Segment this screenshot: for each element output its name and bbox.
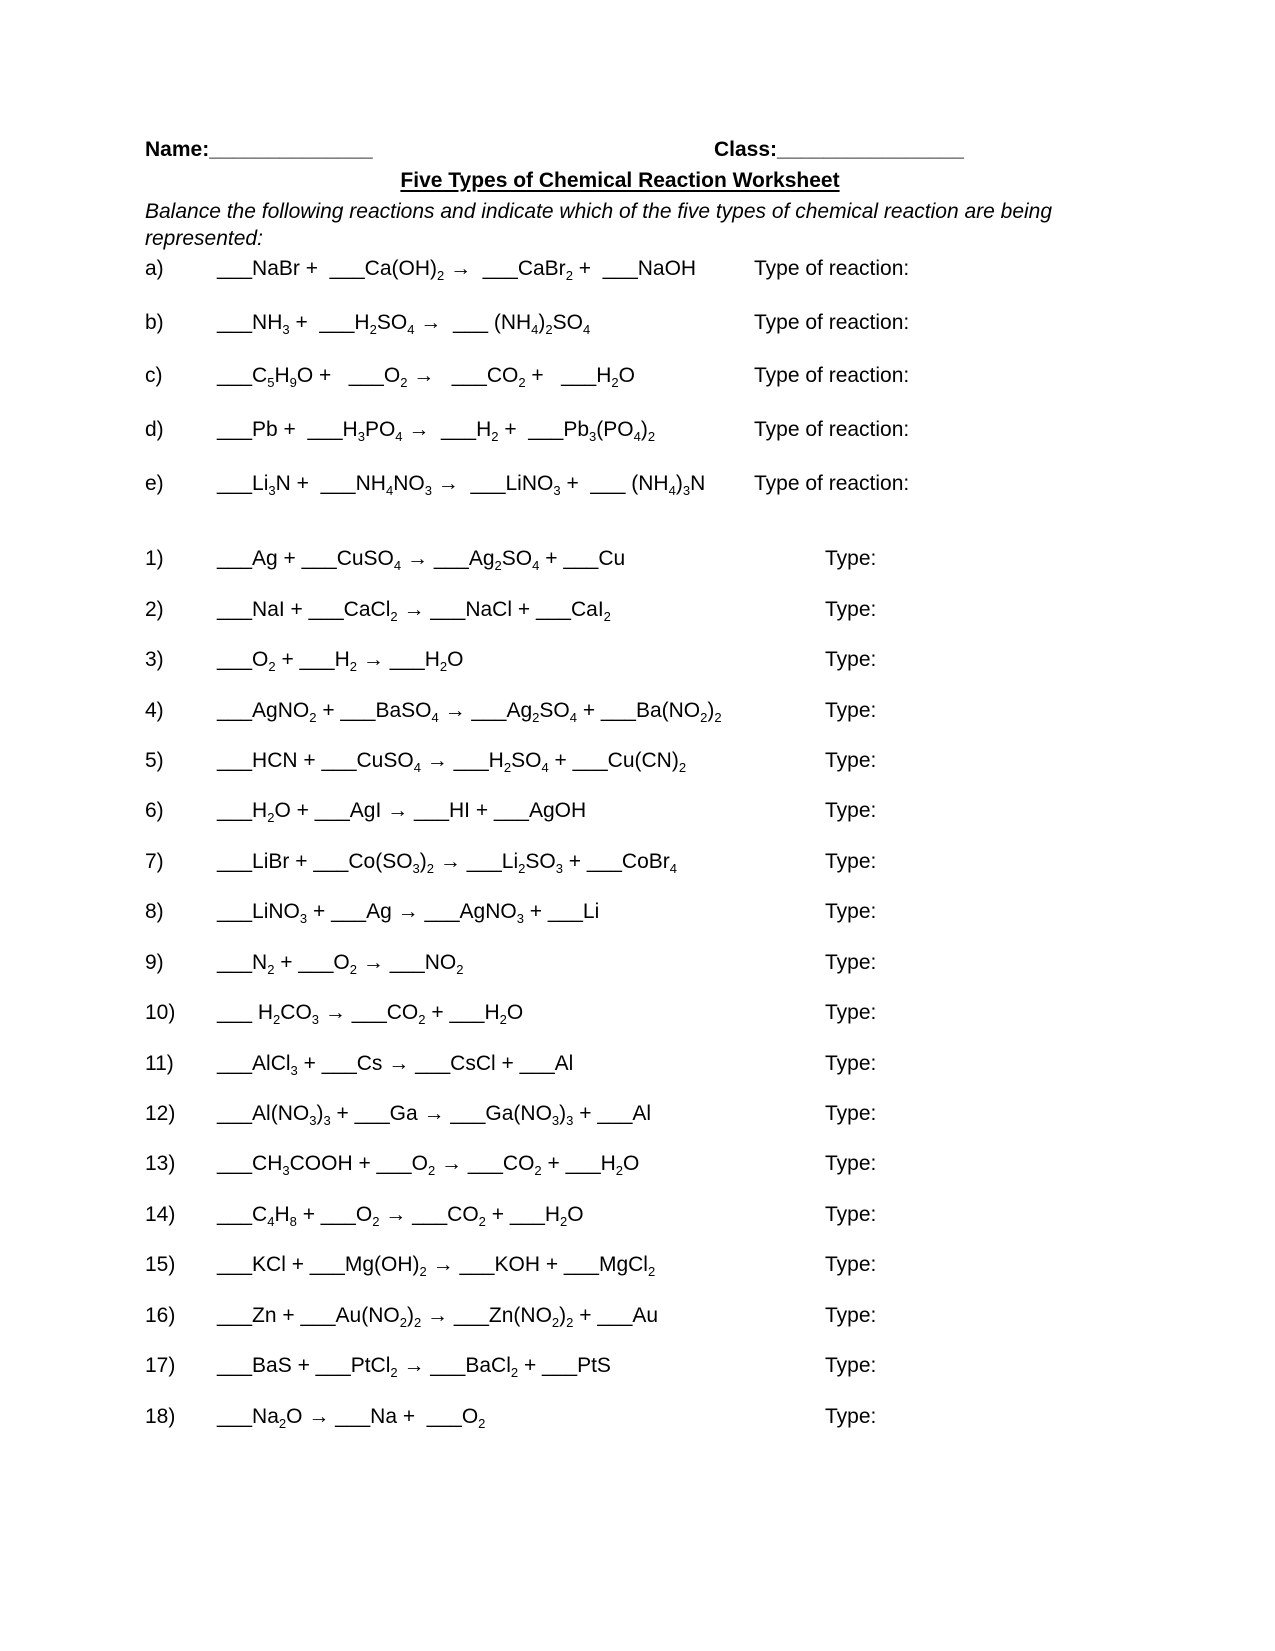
problem-id: c) bbox=[145, 364, 163, 388]
problem-type-label: Type: bbox=[825, 900, 877, 924]
reaction-arrow-icon: → bbox=[403, 1354, 425, 1378]
problem-id: e) bbox=[145, 471, 164, 495]
problem-row bbox=[145, 596, 1095, 646]
problem-row bbox=[145, 1201, 1095, 1251]
problem-type-label: Type: bbox=[825, 1354, 877, 1378]
problem-row bbox=[145, 255, 1095, 309]
problem-row bbox=[145, 1251, 1095, 1301]
problem-id: 10) bbox=[145, 1001, 176, 1025]
class-blank-line: ________________ bbox=[777, 138, 964, 161]
reaction-arrow-icon: → bbox=[426, 748, 448, 772]
problem-row bbox=[145, 1150, 1095, 1200]
reaction-arrow-icon: → bbox=[420, 310, 442, 334]
reaction-arrow-icon: → bbox=[387, 799, 409, 823]
problem-row bbox=[145, 309, 1095, 363]
problem-row bbox=[145, 999, 1095, 1049]
problem-equation: ___NaI + ___CaCl$_2$ → ___NaCl + ___CaI$_2$ bbox=[217, 597, 611, 624]
reaction-arrow-icon: → bbox=[450, 257, 472, 280]
class-field bbox=[714, 138, 964, 162]
class-label: Class: bbox=[714, 138, 778, 161]
problem-type-label: Type: bbox=[825, 1152, 877, 1176]
reaction-arrow-icon: → bbox=[397, 900, 419, 924]
problem-id: 16) bbox=[145, 1303, 176, 1327]
problem-type-label: Type: bbox=[825, 799, 877, 823]
problem-equation: ___AgNO$_2$ + ___BaSO$_4$ → $\_\_\_Ag_2SO_4$ + $\_\_\_Ba(NO_2)_2$ bbox=[217, 698, 722, 725]
problem-equation: ___HCN + ___CuSO$_4$ → $\_\_\_H_2SO_4$ + $\_\_\_Cu(CN)_2$ bbox=[217, 748, 687, 776]
numbered-problems-section bbox=[145, 545, 1095, 1453]
problem-id: 2) bbox=[145, 597, 164, 621]
problem-type-label: Type of reaction: bbox=[754, 417, 910, 441]
problem-row bbox=[145, 747, 1095, 797]
problem-row bbox=[145, 362, 1095, 416]
problem-equation: $\_\_\_Al(NO_3)_3$ + ___Ga → $\_\_\_Ga(NO_3)_3$ + ___Al bbox=[217, 1102, 652, 1129]
problem-type-label: Type of reaction: bbox=[754, 257, 910, 280]
reaction-arrow-icon: → bbox=[413, 364, 435, 388]
problem-type-label: Type: bbox=[825, 597, 877, 621]
problem-equation: ___BaS + ___PtCl$_2$ → ___BaCl$_2$ + ___PtS bbox=[217, 1354, 611, 1381]
problem-row bbox=[145, 898, 1095, 948]
problem-id: 15) bbox=[145, 1253, 176, 1277]
problem-row bbox=[145, 545, 1095, 595]
instructions-line-1: Balance the following reactions and indicate which of the five types of chemical reaction are being bbox=[145, 200, 1053, 223]
problem-equation: $\_\_\_N_2$ + $\_\_\_O_2$ → $\_\_\_NO_2$ bbox=[217, 950, 464, 977]
problem-row bbox=[145, 797, 1095, 847]
problem-id: 7) bbox=[145, 849, 164, 873]
problem-id: 6) bbox=[145, 799, 164, 823]
problem-equation: ___Ag + ___CuSO$_4$ → $\_\_\_Ag_2SO_4$ + ___Cu bbox=[217, 547, 626, 574]
reaction-arrow-icon: → bbox=[324, 1001, 346, 1025]
name-field bbox=[145, 138, 373, 162]
problem-type-label: Type: bbox=[825, 748, 877, 772]
instructions-line-2: represented: bbox=[145, 227, 263, 250]
problem-row bbox=[145, 1302, 1095, 1352]
problem-type-label: Type: bbox=[825, 698, 877, 722]
problem-row bbox=[145, 697, 1095, 747]
reaction-arrow-icon: → bbox=[408, 417, 430, 441]
problem-type-label: Type: bbox=[825, 1253, 877, 1277]
reaction-arrow-icon: → bbox=[362, 648, 384, 672]
problem-id: 17) bbox=[145, 1354, 176, 1378]
reaction-arrow-icon: → bbox=[437, 471, 459, 495]
lettered-problems-section bbox=[145, 255, 1095, 523]
problem-row bbox=[145, 646, 1095, 696]
problem-equation: ___NaBr + $\_\_\_Ca(OH)_2$ → ___CaBr$_2$ + ___NaOH bbox=[217, 257, 697, 284]
problem-equation: $\_\_\_C_5H_9O$ + $\_\_\_O_2$ → $\_\_\_CO_2$ + $\_\_\_H_2O$ bbox=[217, 364, 635, 391]
problem-type-label: Type of reaction: bbox=[754, 364, 910, 388]
reaction-arrow-icon: → bbox=[388, 1051, 410, 1075]
name-label: Name: bbox=[145, 138, 210, 161]
problem-equation: ___LiNO$_3$ + ___Ag → ___AgNO$_3$ + ___Li bbox=[217, 900, 600, 927]
name-blank-line: ______________ bbox=[209, 138, 373, 161]
problem-id: 1) bbox=[145, 547, 164, 571]
instructions bbox=[145, 198, 1095, 252]
problem-equation: ___Pb + $\_\_\_H_3PO_4$ → $\_\_\_H_2$ + $\_\_\_Pb_3(PO_4)_2$ bbox=[217, 417, 656, 445]
problem-id: b) bbox=[145, 310, 164, 334]
problem-equation: $\_\_\_O_2$ + $\_\_\_H_2$ → $\_\_\_H_2O$ bbox=[217, 648, 464, 675]
problem-type-label: Type: bbox=[825, 1202, 877, 1226]
problem-type-label: Type: bbox=[825, 1001, 877, 1025]
problem-id: 5) bbox=[145, 748, 164, 772]
problem-row bbox=[145, 1403, 1095, 1453]
problem-id: 12) bbox=[145, 1102, 176, 1126]
problem-row bbox=[145, 416, 1095, 470]
problem-id: 4) bbox=[145, 698, 164, 722]
reaction-arrow-icon: → bbox=[406, 547, 428, 571]
problem-id: 3) bbox=[145, 648, 164, 672]
problem-type-label: Type: bbox=[825, 1102, 877, 1126]
problem-row bbox=[145, 1050, 1095, 1100]
reaction-arrow-icon: → bbox=[444, 698, 466, 722]
problem-type-label: Type: bbox=[825, 950, 877, 974]
problem-type-label: Type: bbox=[825, 849, 877, 873]
reaction-arrow-icon: → bbox=[439, 849, 461, 873]
reaction-arrow-icon: → bbox=[427, 1303, 449, 1327]
problem-id: 8) bbox=[145, 900, 164, 924]
problem-equation: ___AlCl$_3$ + ___Cs → ___CsCl + ___Al bbox=[217, 1051, 574, 1078]
problem-type-label: Type: bbox=[825, 1303, 877, 1327]
problem-row bbox=[145, 949, 1095, 999]
title-line bbox=[145, 169, 1095, 198]
problem-row bbox=[145, 1100, 1095, 1150]
problem-equation: $\_\_\_Li_3N$ + $\_\_\_NH_4NO_3$ → ___LiNO$_3$ + ___ $(NH_4)_3N$ bbox=[217, 471, 706, 498]
problem-row bbox=[145, 848, 1095, 898]
problem-id: a) bbox=[145, 257, 164, 280]
problem-equation: $\_\_\_H_2O$ + ___AgI → ___HI + ___AgOH bbox=[217, 799, 587, 826]
reaction-arrow-icon: → bbox=[403, 597, 425, 621]
problem-equation: ___KCl + $\_\_\_Mg(OH)_2$ → ___KOH + ___MgCl$_2$ bbox=[217, 1253, 656, 1280]
problem-type-label: Type of reaction: bbox=[754, 471, 910, 495]
problem-type-label: Type: bbox=[825, 1404, 877, 1428]
reaction-arrow-icon: → bbox=[362, 950, 384, 974]
problem-type-label: Type: bbox=[825, 547, 877, 571]
problem-equation: $\_\_\_C_4H_8$ + $\_\_\_O_2$ → $\_\_\_CO_2$ + $\_\_\_H_2O$ bbox=[217, 1202, 584, 1230]
problem-id: 18) bbox=[145, 1404, 176, 1428]
problem-equation: ___ $H_2CO_3$ → $\_\_\_CO_2$ + $\_\_\_H_2O$ bbox=[217, 1001, 524, 1028]
problem-row bbox=[145, 470, 1095, 524]
problem-equation: ___Zn + $\_\_\_Au(NO_2)_2$ → $\_\_\_Zn(NO_2)_2$ + ___Au bbox=[217, 1303, 659, 1330]
problem-equation: $\_\_\_CH_3COOH$ + $\_\_\_O_2$ → $\_\_\_CO_2$ + $\_\_\_H_2O$ bbox=[217, 1152, 640, 1179]
problem-type-label: Type: bbox=[825, 1051, 877, 1075]
reaction-arrow-icon: → bbox=[385, 1202, 407, 1226]
problem-id: 11) bbox=[145, 1051, 174, 1075]
problem-type-label: Type: bbox=[825, 648, 877, 672]
reaction-arrow-icon: → bbox=[432, 1253, 454, 1277]
problem-type-label: Type of reaction: bbox=[754, 310, 910, 334]
header-line bbox=[145, 138, 1095, 169]
reaction-arrow-icon: → bbox=[308, 1404, 330, 1428]
reaction-arrow-icon: → bbox=[423, 1102, 445, 1126]
reaction-arrow-icon: → bbox=[441, 1152, 463, 1176]
problem-id: 14) bbox=[145, 1202, 176, 1226]
problem-equation: $\_\_\_NH_3$ + $\_\_\_H_2SO_4$ → ___ $(NH_4)_2SO_4$ bbox=[217, 310, 591, 337]
problem-id: 9) bbox=[145, 950, 164, 974]
page-title: Five Types of Chemical Reaction Worksheet bbox=[400, 169, 840, 192]
problem-id: d) bbox=[145, 417, 164, 441]
problem-equation: ___LiBr + $\_\_\_Co(SO_3)_2$ → $\_\_\_Li_2SO_3$ + ___CoBr$_4$ bbox=[217, 849, 678, 877]
problem-row bbox=[145, 1352, 1095, 1402]
worksheet-content bbox=[145, 138, 1095, 1453]
problem-id: 13) bbox=[145, 1152, 176, 1176]
problem-equation: $\_\_\_Na_2O$ → ___Na + $\_\_\_O_2$ bbox=[217, 1404, 486, 1431]
